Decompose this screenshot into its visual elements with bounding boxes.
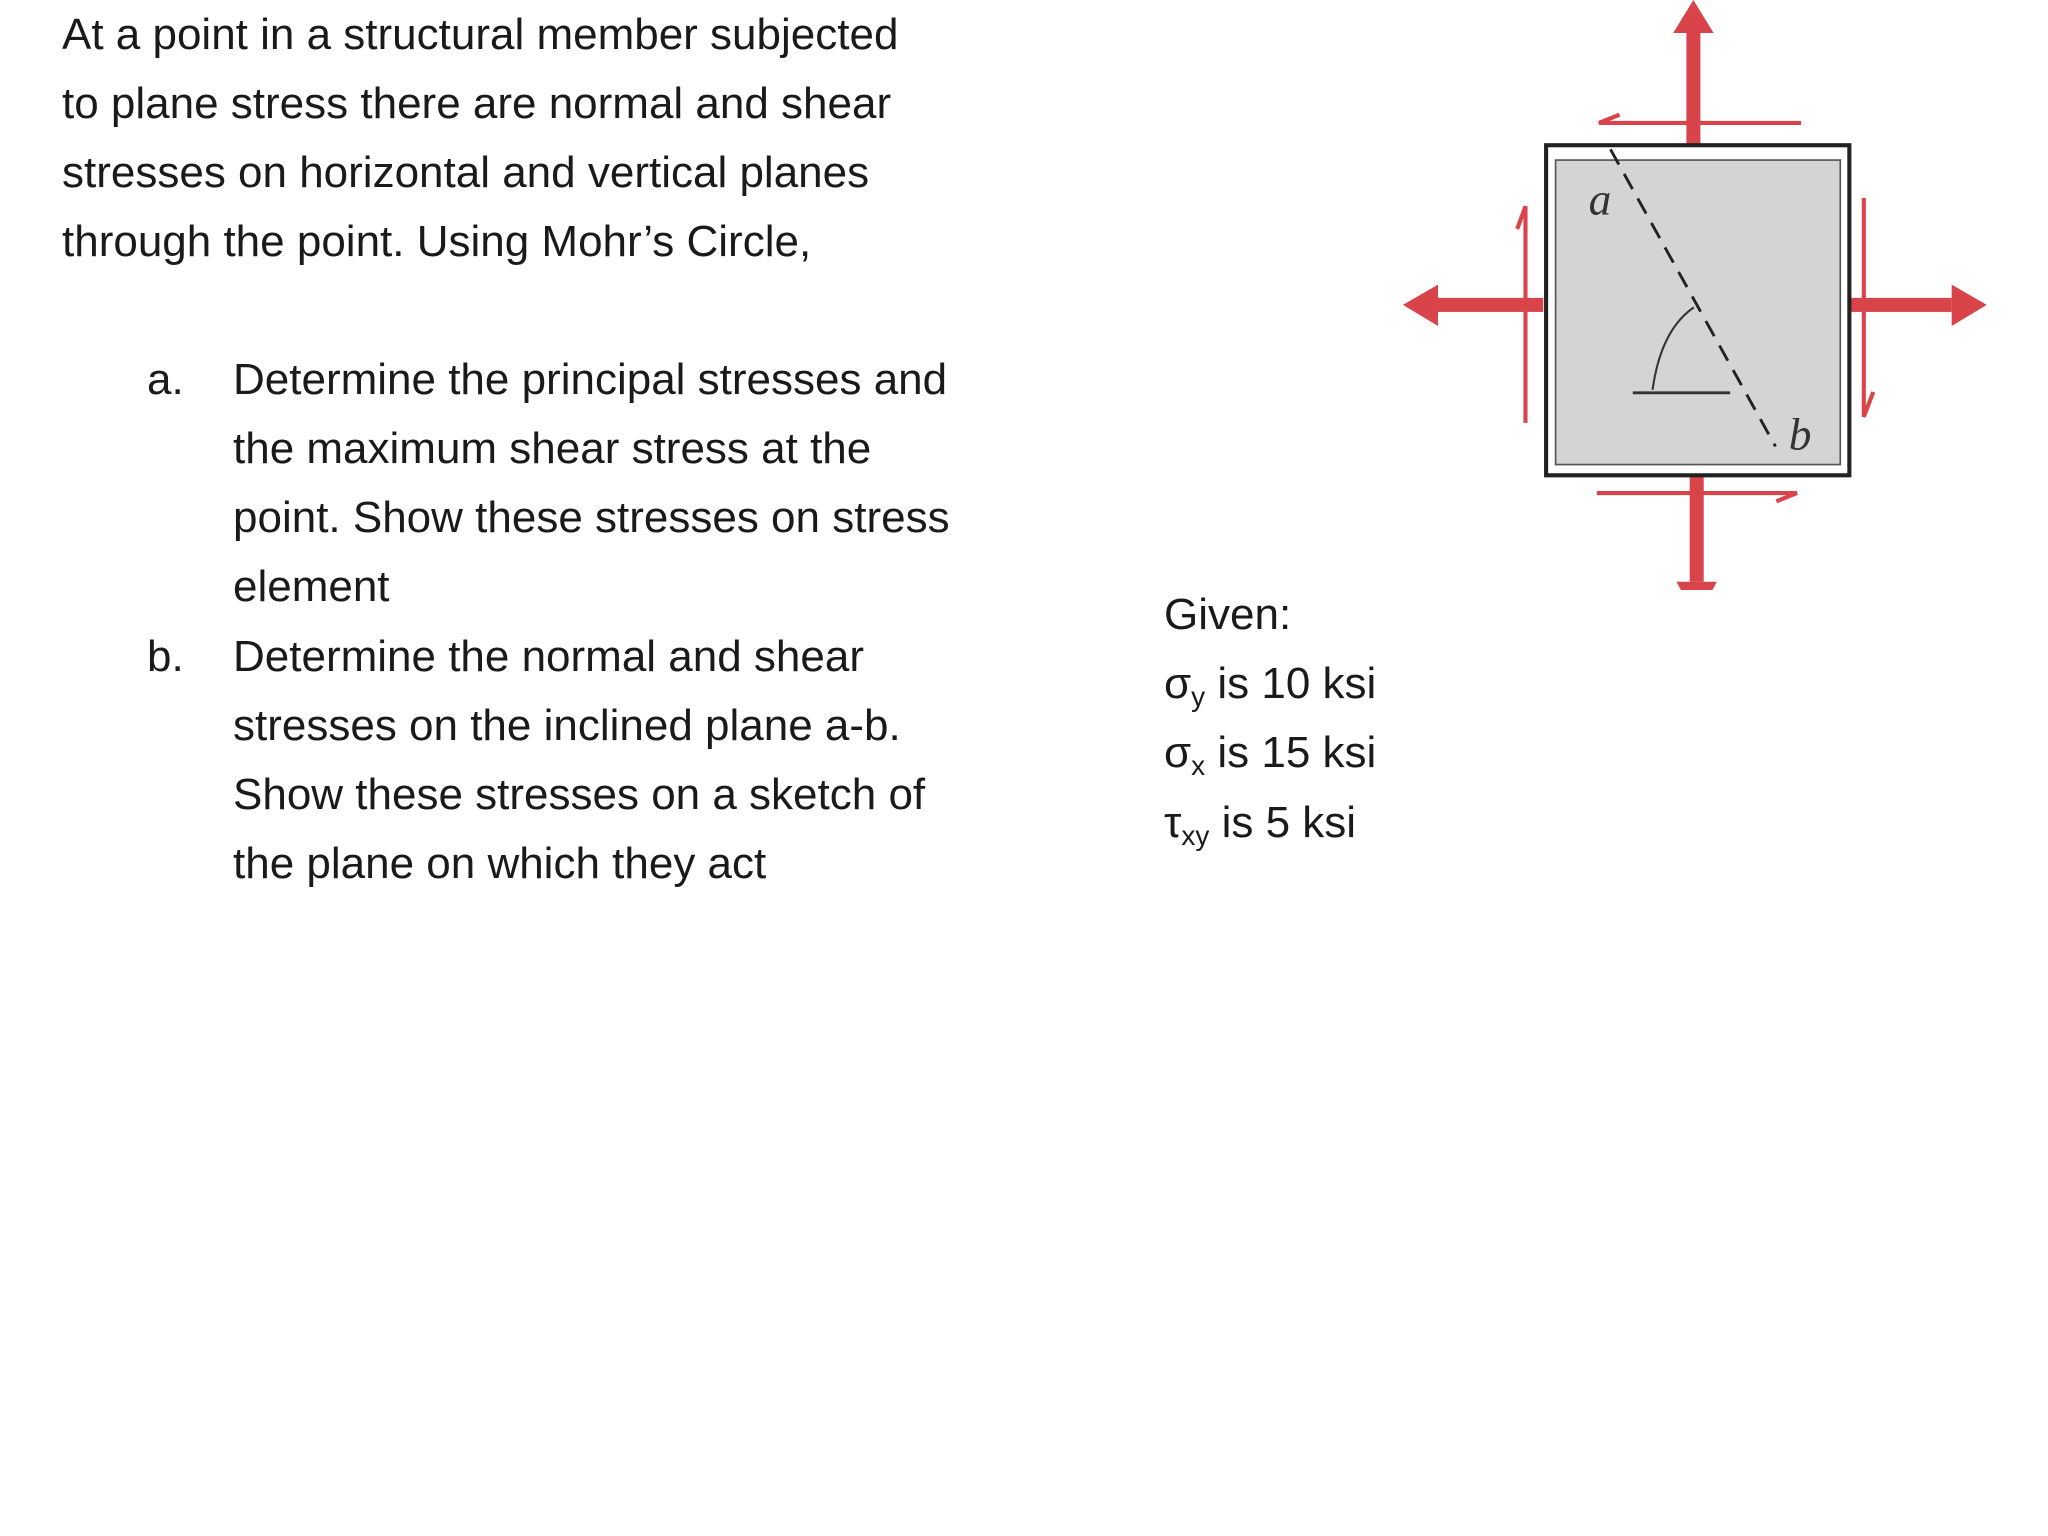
task-line: Determine the principal stresses and	[233, 355, 948, 404]
value-text: is 10 ksi	[1205, 659, 1377, 708]
subscript: x	[1191, 750, 1206, 781]
shear-left-arrow	[1517, 206, 1525, 423]
task-line: the plane on which they act	[233, 839, 767, 888]
intro-line: to plane stress there are normal and shear	[62, 79, 892, 128]
subscript: xy	[1181, 820, 1210, 851]
task-line: stresses on the inclined plane a-b.	[233, 701, 901, 750]
task-line: the maximum shear stress at the	[233, 424, 872, 473]
given-title: Given:	[1164, 590, 1292, 639]
task-line: Show these stresses on a sketch of	[233, 770, 926, 819]
task-line: Determine the normal and shear	[233, 632, 864, 681]
task-marker: b.	[147, 632, 184, 681]
arrow-down-shaft	[1690, 474, 1704, 581]
arrow-left-head	[1403, 285, 1438, 326]
value-text: is 15 ksi	[1205, 728, 1377, 777]
task-marker: a.	[147, 355, 184, 404]
task-line: point. Show these stresses on stress	[233, 493, 950, 542]
given-sigma-x	[1164, 718, 1376, 787]
subscript: y	[1191, 681, 1206, 712]
symbol: σ	[1164, 728, 1192, 777]
stress-element-figure	[1380, 0, 2020, 590]
task-line: element	[233, 562, 390, 611]
arrow-up-head	[1673, 0, 1713, 33]
given-sigma-y	[1164, 649, 1376, 718]
symbol: σ	[1164, 659, 1192, 708]
intro-line: stresses on horizontal and vertical planes	[62, 148, 870, 197]
intro-line: At a point in a structural member subjected	[62, 10, 899, 59]
stress-element	[1546, 145, 1849, 475]
arrow-right-head	[1952, 285, 1987, 326]
arrow-down-head	[1676, 582, 1716, 590]
intro-line: through the point. Using Mohr’s Circle,	[62, 217, 812, 266]
arrow-up-shaft	[1686, 33, 1700, 146]
label-a: a	[1588, 174, 1612, 225]
label-b: b	[1788, 409, 1812, 460]
symbol: τ	[1164, 798, 1182, 847]
given-tau-xy	[1164, 788, 1356, 857]
value-text: is 5 ksi	[1209, 798, 1357, 847]
